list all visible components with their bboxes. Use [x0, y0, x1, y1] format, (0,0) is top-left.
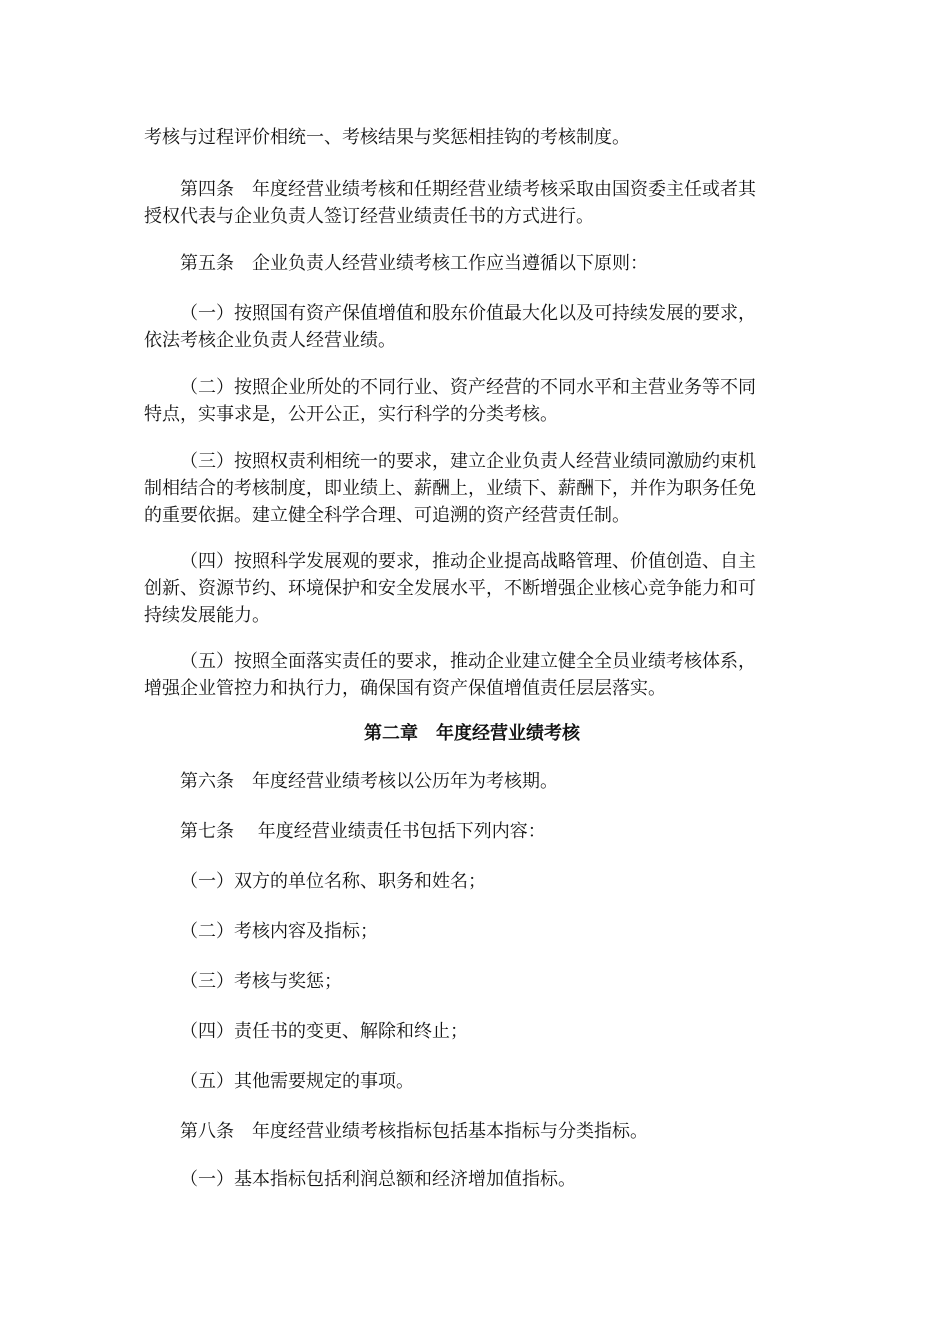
- text-line: 第八条 年度经营业绩考核指标包括基本指标与分类指标。: [180, 1121, 648, 1142]
- text-line: 第五条 企业负责人经营业绩考核工作应当遵循以下原则：: [180, 253, 648, 274]
- article-5-item-4: [144, 548, 800, 629]
- article-5-item-1: [144, 300, 800, 354]
- article-5: [144, 250, 800, 277]
- text-line: （四）责任书的变更、解除和终止；: [180, 1021, 468, 1042]
- text-line: （一）按照国有资产保值增值和股东价值最大化以及可持续发展的要求，: [180, 303, 756, 324]
- text-line: （二）考核内容及指标；: [180, 921, 378, 942]
- text-line: （三）考核与奖惩；: [180, 971, 342, 992]
- article-7: [144, 818, 800, 845]
- text-line: 第七条 年度经营业绩责任书包括下列内容：: [180, 821, 546, 842]
- text-line: （五）其他需要规定的事项。: [180, 1071, 414, 1092]
- text-line: 增强企业管控力和执行力，确保国有资产保值增值责任层层落实。: [144, 678, 666, 699]
- article-4: [144, 176, 800, 230]
- text-line: 持续发展能力。: [144, 605, 270, 626]
- article-8-item-1: [144, 1166, 800, 1193]
- article-7-item-1: [144, 868, 800, 895]
- chapter-heading: 第二章 年度经营业绩考核: [364, 723, 580, 744]
- article-6: [144, 768, 800, 795]
- article-7-item-2: [144, 918, 800, 945]
- text-line: 制相结合的考核制度，即业绩上、薪酬上，业绩下、薪酬下，并作为职务任免: [144, 478, 756, 499]
- article-5-item-5: [144, 648, 800, 702]
- text-line: （一）双方的单位名称、职务和姓名；: [180, 871, 486, 892]
- text-line: 考核与过程评价相统一、考核结果与奖惩相挂钩的考核制度。: [144, 127, 630, 148]
- article-7-item-3: [144, 968, 800, 995]
- text-line: （四）按照科学发展观的要求，推动企业提高战略管理、价值创造、自主: [180, 551, 756, 572]
- article-7-item-5: [144, 1068, 800, 1095]
- text-line: （一）基本指标包括利润总额和经济增加值指标。: [180, 1169, 576, 1190]
- text-line: 的重要依据。建立健全科学合理、可追溯的资产经营责任制。: [144, 505, 630, 526]
- text-line: 第四条 年度经营业绩考核和任期经营业绩考核采取由国资委主任或者其: [180, 179, 756, 200]
- text-line: 创新、资源节约、环境保护和安全发展水平，不断增强企业核心竞争能力和可: [144, 578, 756, 599]
- text-line: （五）按照全面落实责任的要求，推动企业建立健全全员业绩考核体系，: [180, 651, 756, 672]
- text-line: （三）按照权责利相统一的要求，建立企业负责人经营业绩同激励约束机: [180, 451, 756, 472]
- paragraph-continuation: [144, 124, 800, 151]
- article-7-item-4: [144, 1018, 800, 1045]
- text-line: 授权代表与企业负责人签订经营业绩责任书的方式进行。: [144, 206, 594, 227]
- text-line: 依法考核企业负责人经营业绩。: [144, 330, 396, 351]
- text-line: （二）按照企业所处的不同行业、资产经营的不同水平和主营业务等不同: [180, 377, 756, 398]
- article-5-item-2: [144, 374, 800, 428]
- text-line: 特点，实事求是，公开公正，实行科学的分类考核。: [144, 404, 558, 425]
- article-5-item-3: [144, 448, 800, 529]
- text-line: 第六条 年度经营业绩考核以公历年为考核期。: [180, 771, 558, 792]
- article-8: [144, 1118, 800, 1145]
